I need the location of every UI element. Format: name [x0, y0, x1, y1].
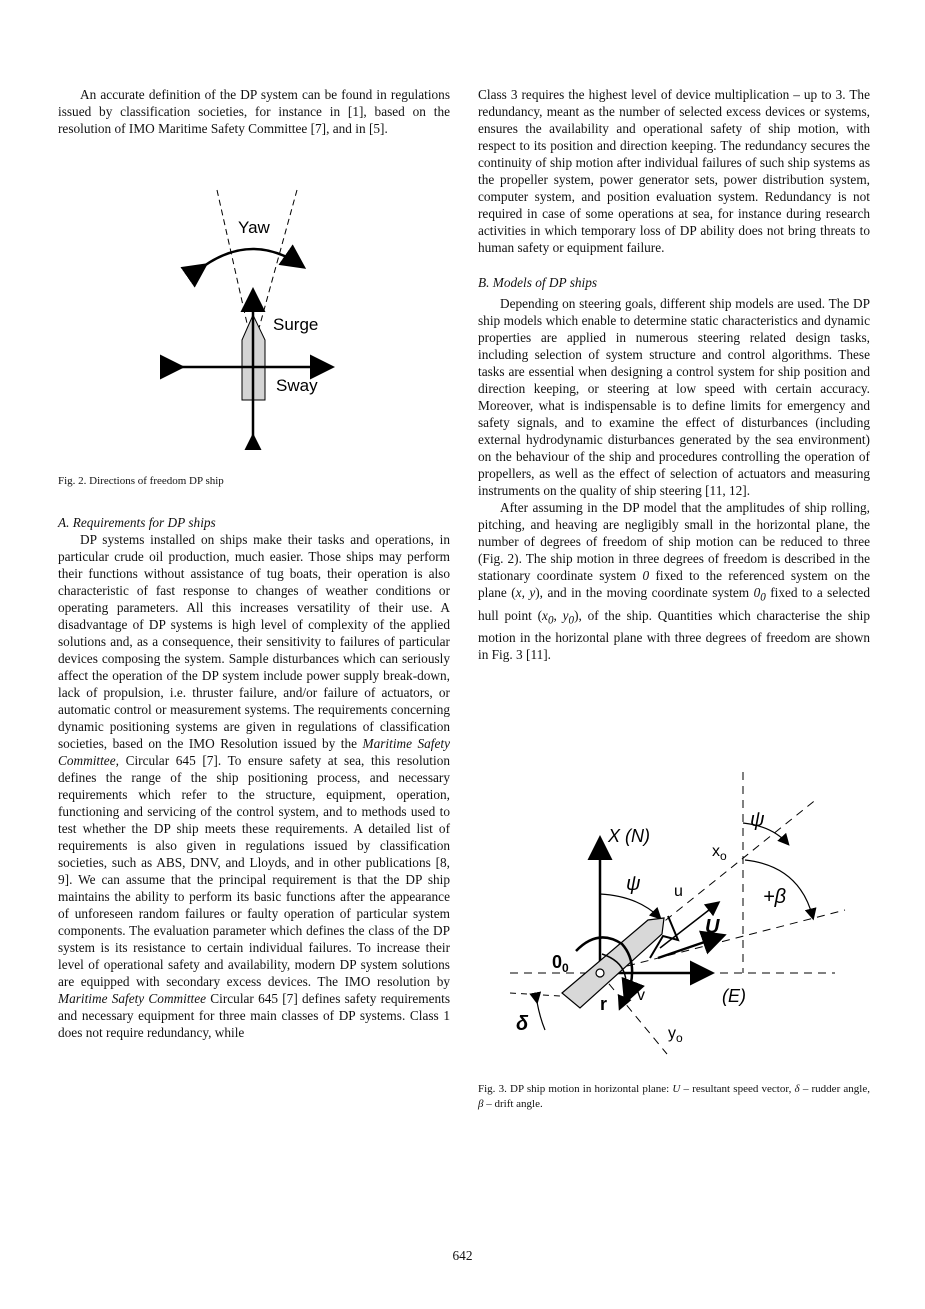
v-label: v	[637, 987, 645, 1004]
x-axis-label: X (N)	[608, 826, 650, 846]
fig2-diagram	[160, 180, 360, 450]
psi-mid-arc	[600, 894, 660, 918]
left-column-sectionA	[58, 514, 450, 1041]
e-axis-label: (E)	[722, 986, 746, 1006]
surge-label: Surge	[273, 315, 319, 334]
yo-dashed-line	[600, 973, 667, 1054]
beta-label: +β	[763, 886, 787, 908]
r-label: r	[600, 994, 608, 1014]
section-b-paragraph-2: After assuming in the DP model that the amplitudes of ship rolling, pitching, and heaving are negligibly small in the horizontal plane, the number of degrees of freedom of ship motion can be reduced to three (Fig. 2). The ship motion in three degrees of freedom is described in the stationary coordinate system 0 fixed to the referenced system on the plane (x, y), and in the moving coordinate system $0_0$ fixed to a selected hull point ($x_0$, $y_0$), of the ship. Quantities which characterise the ship motion in the horizontal plane with three degrees of freedom are shown in Fig. 3 [11].	[478, 500, 870, 663]
delta-arc	[537, 1002, 545, 1030]
x0-label: $x_o$	[712, 843, 727, 863]
delta-dashed-line	[510, 993, 560, 996]
fig3-diagram	[500, 768, 850, 1058]
y0-label: $y_o$	[668, 1025, 683, 1045]
psi-top-label: ψ	[750, 809, 765, 831]
section-b-paragraph-1: Depending on steering goals, different ship models are used. The DP ship models which enable to determine static characteristics and dynamic properties are applied in numerous steering related design tasks, including selection of system structure and control algorithms. These tasks are essential when designing a control system for ship position and direction keeping, or steering at low speed with certain accuracy. Moreover, what is indispensable is to define limits for emergency and safety signals, and to examine the effect of disturbances (including external hydrodynamic disturbances generated by the sea environment) on the behaviour of the ship and procedures controlling the operation of propellers, as well as the effect of selection of actuators and measuring instruments on the quality of ship steering [11, 12].	[478, 296, 870, 498]
o0-label: $0_0$	[552, 952, 569, 975]
U-arrow	[658, 936, 722, 958]
origin-point	[596, 969, 604, 977]
right-column	[478, 86, 870, 663]
intro-paragraph: An accurate definition of the DP system can be found in regulations issued by classification societies, for instance in [1], based on the resolution of IMO Maritime Safety Committee [7], and in [5].	[58, 87, 450, 136]
delta-label: δ	[516, 1013, 529, 1035]
section-a-heading: A. Requirements for DP ships	[58, 515, 216, 530]
ship-body	[562, 918, 664, 1008]
U-label: U	[705, 916, 720, 938]
u-label: u	[674, 883, 683, 900]
section-a-paragraph: DP systems installed on ships make their tasks and operations, in particular crude oil production, much easier. Those ships may perform their functions without assistance of tug boats, their operation is also characteristic of fast response to changes of weather conditions or operating parameters. All this increases versatility of their use. A disadvantage of DP systems is high level of complexity of the applied solutions and, as a consequence, their sensitivity to failures of particular devices composing the system. Sample disturbances which can seriously affect the operation of the DP system include power supply break-down, lack of propulsion, i.e. thruster failure, and/or failure of actuators, or automatic control or measurement systems. The requirements concerning dynamic positioning systems are given in regulations of classification societies, based on the IMO Resolution issued by the Maritime Safety Committee, Circular 645 [7]. To ensure safety at sea, this resolution defines the range of the ship positioning process, and necessary requirements which refer to the structure, equipment, operation, functioning and servicing of the control system, and to methods used to test whether the DP ship meets these requirements. A detailed list of requirements is also given in regulations issued by classification societies, such as ABS, DNV, and Lloyds, and in other publications [8, 9]. We can assume that the principal requirement is that the DP ship maintains the ability to perform its basic functions after the appearance of unforeseen random failures or faulty operation of particular system components. The evaluation parameter which defines the class of the DP system is its resistance to certain individual failures. To increase their level of operational safety and availability, modern DP system solutions are equipped with secondary excess devices. The IMO resolution by Maritime Safety Committee Circular 645 [7] defines safety requirements and necessary equipment for three main classes of DP systems. Class 1 does not require redundancy, while	[58, 532, 450, 1040]
yaw-cone-left	[217, 190, 253, 350]
class-paragraph: Class 3 requires the highest level of device multiplication – up to 3. The redundancy, meant as the number of selected excess devices or systems, ensures the availability and operational safety of ship motion, with respect to its position and direction keeping. The redundancy secures the continuity of ship motion after individual failures of such ship systems as the propeller system, power generator sets, power distribution system, computer system, and position evaluation system. Redundancy is not required in case of some operations at sea, for instance during research activities in which temporary loss of DP ability does not bring threats to human safety or equipment failure.	[478, 87, 870, 255]
yaw-arrow	[204, 249, 302, 266]
fig2-caption: Fig. 2. Directions of freedom DP ship	[58, 475, 224, 487]
fig3-caption: Fig. 3. DP ship motion in horizontal plane: U – resultant speed vector, δ – rudder angle, β – drift angle.	[478, 1083, 870, 1110]
section-b-heading: B. Models of DP ships	[478, 275, 598, 290]
left-column	[58, 86, 450, 137]
page-number: 642	[452, 1248, 473, 1263]
psi-mid-label: ψ	[626, 873, 641, 895]
sway-label: Sway	[276, 376, 318, 395]
yaw-label: Yaw	[238, 218, 270, 237]
